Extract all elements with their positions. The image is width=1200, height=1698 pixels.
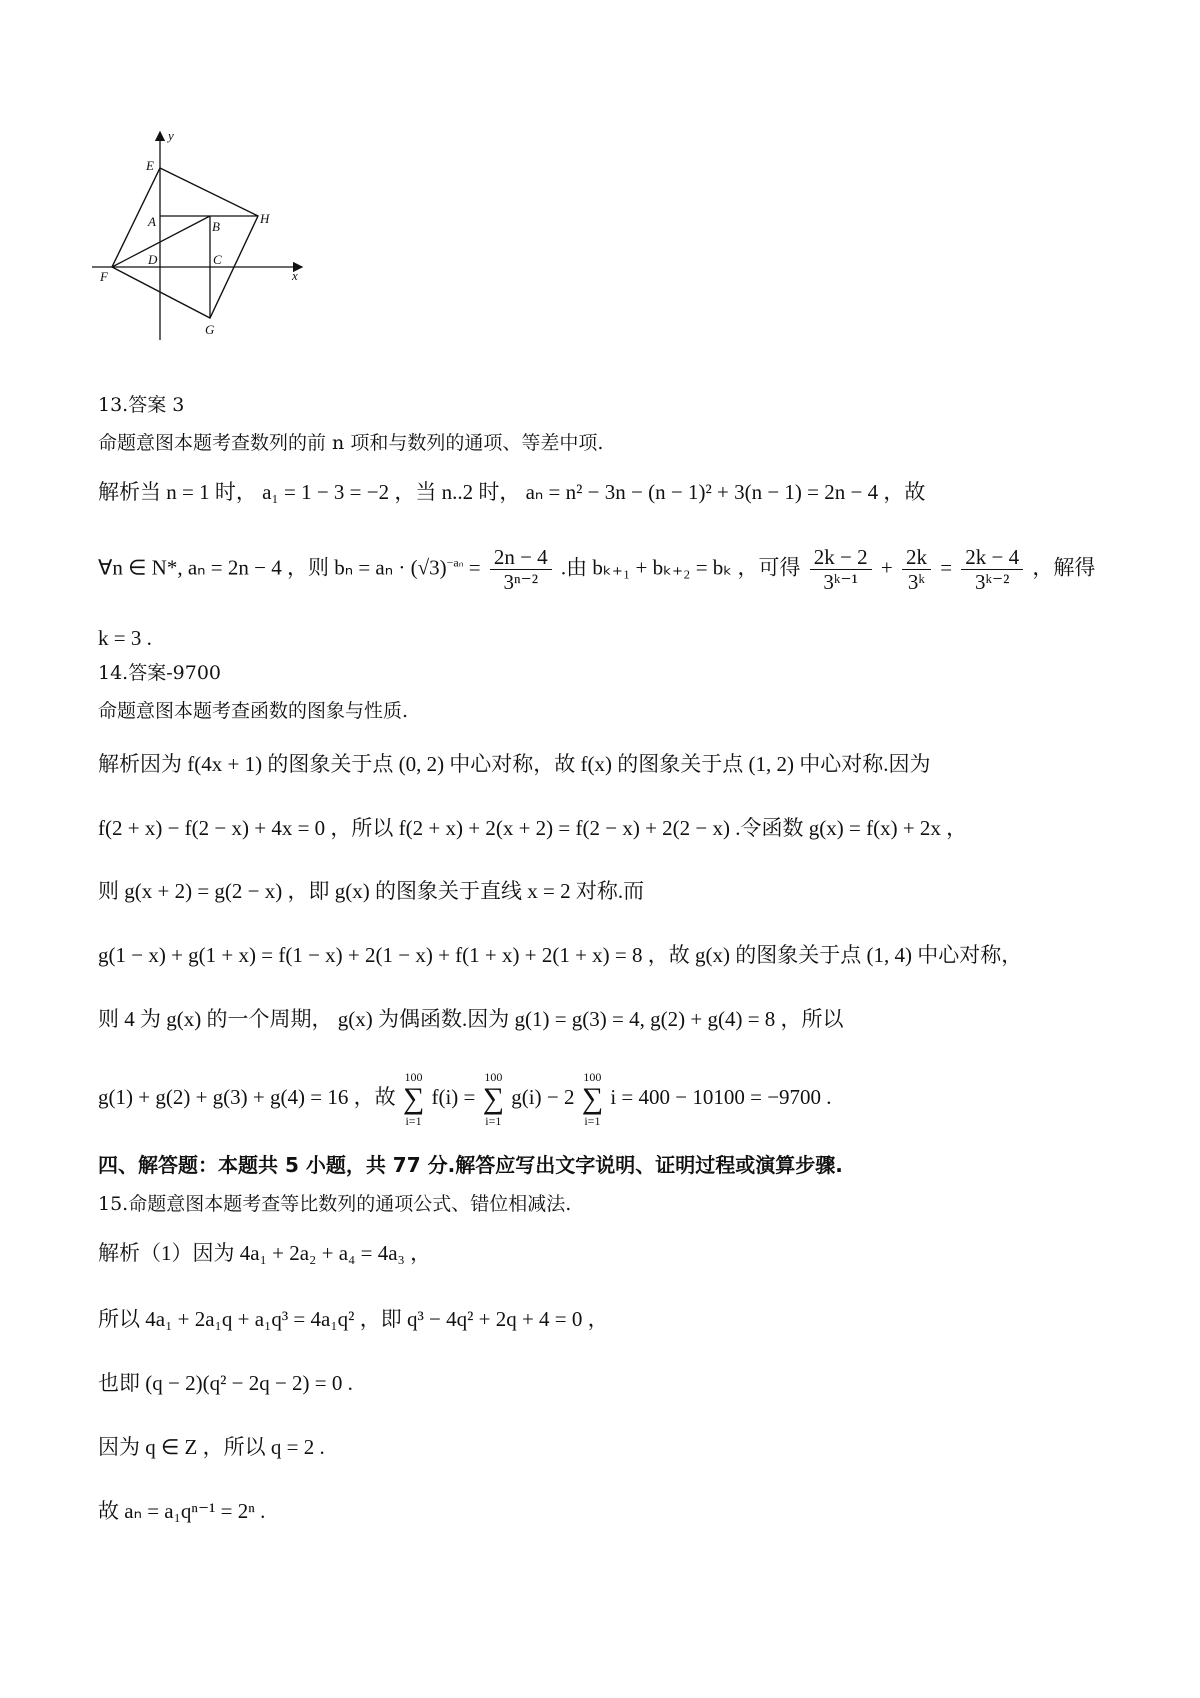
label-x: x — [292, 268, 298, 283]
q15-line1: 解析（1）因为 4a₁ + 2a₂ + a₄ = 4a₃ ， — [98, 1241, 432, 1265]
label-B: B — [212, 219, 220, 234]
label-F: F — [100, 269, 108, 284]
q15-intent: 15.命题意图本题考查等比数列的通项公式、错位相减法. — [98, 1193, 572, 1215]
q13-solution-line2: ∀n ∈ N*, aₙ = 2n − 4 ，则 $b_n = a_n \cdot (√3)^{-a_n}$ = $\frac{2n - 4}{\text{3ⁿ⁻²}}$ .由 bₖ₊₁ + bₖ₊₂ = bₖ ，可得 $\frac{2k - 2}{\text{3ᵏ⁻¹}}$ + $\frac{2k}{\text{3ᵏ}}$ = $\frac{2k - 4}{\text{3ᵏ⁻²}}$ ，解得 — [98, 545, 1096, 594]
q14-line4: g(1 − x) + g(1 + x) = f(1 − x) + 2(1 − x) + f(1 + x) + 2(1 + x) = 8 ，故 g(x) 的图象关于点 (1, 4) 中心对称， — [98, 943, 1023, 967]
q14-answer: 14.答案-9700 — [98, 662, 221, 684]
q13-solution-line1: 解析当 n = 1 时， a₁ = 1 − 3 = −2 ，当 n..2 时， aₙ = n² − 3n − (n − 1)² + 3(n − 1) = 2n − 4 ，故 — [98, 480, 926, 504]
q14-line5: 则 4 为 g(x) 的一个周期， g(x) 为偶函数.因为 g(1) = g(3) = 4, g(2) + g(4) = 8 ，所以 — [98, 1007, 844, 1031]
label-y: y — [168, 130, 174, 143]
q13-intent: 命题意图本题考查数列的前 n 项和与数列的通项、等差中项. — [98, 432, 604, 454]
label-A: A — [148, 214, 156, 229]
q14-line1: 解析因为 f(4x + 1) 的图象关于点 (0, 2) 中心对称，故 f(x) 的图象关于点 (1, 2) 中心对称.因为 — [98, 752, 931, 776]
q14-line6: g(1) + g(2) + g(3) + g(4) = 16 ，故 100 ∑ i=1 f(i) = 100 ∑ i=1 g(i) − 2 100 ∑ i=1 i = 400 − 10100 = −9700 . — [98, 1070, 832, 1128]
label-D: D — [148, 252, 158, 267]
section-4-heading: 四、解答题：本题共 5 小题，共 77 分.解答应写出文字说明、证明过程或演算步骤. — [98, 1153, 843, 1177]
geometry-figure — [92, 130, 332, 380]
q14-line3: 则 g(x + 2) = g(2 − x) ，即 g(x) 的图象关于直线 x = 2 对称.而 — [98, 879, 645, 903]
q14-line2: f(2 + x) − f(2 − x) + 4x = 0 ，所以 f(2 + x) + 2(x + 2) = f(2 − x) + 2(2 − x) .令函数 g(x) = f(x) + 2x ， — [98, 816, 968, 840]
label-H: H — [260, 211, 270, 226]
q13-solution-line3: k = 3 . — [98, 626, 152, 650]
q15-line2: 所以 4a₁ + 2a₁q + a₁q³ = 4a₁q² ，即 q³ − 4q² + 2q + 4 = 0 ， — [98, 1307, 609, 1331]
q14-intent: 命题意图本题考查函数的图象与性质. — [98, 700, 409, 722]
q15-line4: 因为 q ∈ Z ，所以 q = 2 . — [98, 1435, 325, 1459]
q15-line3: 也即 (q − 2)(q² − 2q − 2) = 0 . — [98, 1371, 353, 1395]
label-G: G — [205, 322, 215, 337]
q13-answer: 13.答案 3 — [98, 394, 185, 416]
label-C: C — [213, 252, 222, 267]
square-efgh — [112, 168, 258, 318]
q15-line5: 故 aₙ = a₁qⁿ⁻¹ = 2ⁿ . — [98, 1499, 266, 1523]
label-E: E — [146, 158, 154, 173]
